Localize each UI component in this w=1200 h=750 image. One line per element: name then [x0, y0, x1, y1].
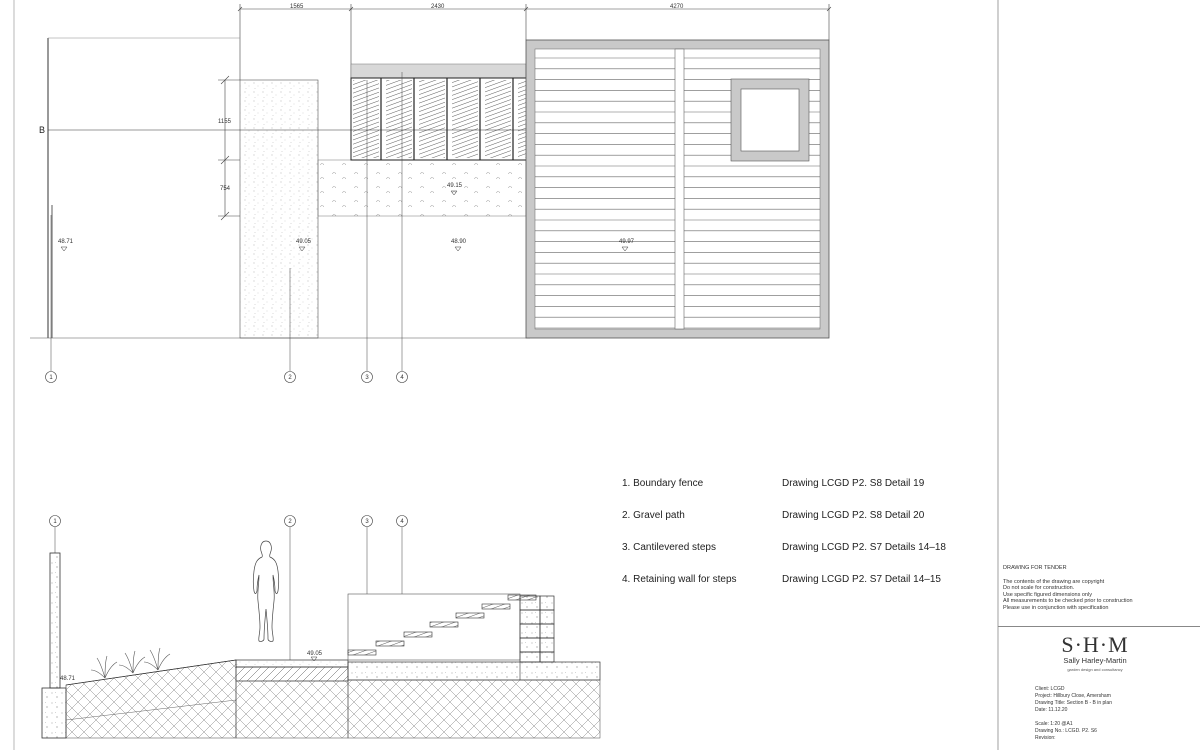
level-49-05: 49.05 [307, 651, 323, 657]
svg-text:1: 1 [49, 375, 53, 381]
company-logo [1040, 632, 1150, 672]
foundation-slab [348, 662, 600, 680]
section-callouts [50, 516, 408, 527]
scale: Scale: 1:20 @A1 [1035, 721, 1073, 727]
section-view [42, 516, 600, 739]
dim-754: 754 [220, 186, 231, 192]
legend-item: 2. Gravel path [622, 510, 685, 521]
dim-2430: 2430 [431, 4, 445, 10]
dimension-vertical [218, 76, 240, 220]
retaining-wall-blocks [520, 596, 554, 662]
gravel-path [240, 80, 318, 338]
svg-text:48.90: 48.90 [451, 239, 467, 245]
legend-ref: Drawing LCGD P2. S7 Detail 14–15 [782, 574, 941, 585]
svg-text:2: 2 [288, 375, 292, 381]
title-block-info [1035, 686, 1112, 742]
legend-row [622, 542, 982, 574]
legend-row [622, 574, 982, 606]
revision: Revision: [1035, 735, 1056, 741]
legend-ref: Drawing LCGD P2. S8 Detail 20 [782, 510, 925, 521]
project: Project: Hillbury Close, Amersham [1035, 693, 1111, 699]
sloped-soil [66, 660, 236, 738]
legend-row [622, 478, 982, 510]
garden-room-decking [526, 40, 829, 338]
legend-item: 3. Cantilevered steps [622, 542, 716, 553]
legend-item: 4. Retaining wall for steps [622, 574, 737, 585]
note-line: Please use in conjunction with specification [1003, 604, 1109, 611]
svg-text:49.15: 49.15 [447, 183, 463, 189]
level-48-71: 48.71 [60, 676, 76, 682]
plan-callouts [46, 372, 408, 383]
note-line: All measurements to be checked prior to construction [1003, 598, 1133, 604]
svg-text:4: 4 [400, 519, 404, 525]
title-block-divider [998, 626, 1200, 627]
svg-text:49.05: 49.05 [296, 239, 312, 245]
dim-1155: 1155 [218, 119, 231, 125]
drawing-number: Drawing No.: LCGD. P2. S6 [1035, 728, 1097, 734]
dim-4270: 4270 [670, 4, 684, 10]
legend-row [622, 510, 982, 542]
section-marker-left: B [39, 125, 46, 135]
logo-tagline: garden design and consultancy [1067, 667, 1123, 672]
fence-post [50, 553, 60, 688]
svg-text:3: 3 [365, 519, 369, 525]
cantilevered-steps-plan [351, 78, 543, 160]
note-line: Use specific figured dimensions only [1003, 591, 1092, 598]
human-figure [253, 541, 279, 641]
drawing-notes [1003, 565, 1193, 611]
svg-text:48.71: 48.71 [58, 239, 74, 245]
svg-text:1: 1 [53, 519, 57, 525]
drawing-status: DRAWING FOR TENDER [1003, 565, 1067, 571]
drawing-title: Drawing Title: Section B - B in plan [1035, 700, 1112, 706]
legend-ref: Drawing LCGD P2. S7 Details 14–18 [782, 542, 946, 553]
note-line: Do not scale for construction. [1003, 585, 1075, 591]
legend-item: 1. Boundary fence [622, 478, 704, 489]
note-line: The contents of the drawing are copyright [1003, 578, 1105, 585]
svg-text:4: 4 [400, 375, 404, 381]
dim-1565: 1565 [290, 4, 304, 10]
drawing-legend [622, 478, 982, 606]
fence-footing [42, 688, 66, 738]
svg-text:2: 2 [288, 519, 292, 525]
plan-leaders [51, 72, 402, 371]
logo-mark: S·H·M [1061, 632, 1129, 657]
svg-text:49.97: 49.97 [619, 239, 635, 245]
client: Client: LCGD [1035, 686, 1065, 692]
planting-bed [318, 160, 526, 216]
logo-name: Sally Harley-Martin [1063, 656, 1127, 665]
legend-ref: Drawing LCGD P2. S8 Detail 19 [782, 478, 925, 489]
svg-text:3: 3 [365, 375, 369, 381]
date: Date: 11.12.20 [1035, 707, 1068, 713]
gravel-path-section [236, 660, 348, 667]
